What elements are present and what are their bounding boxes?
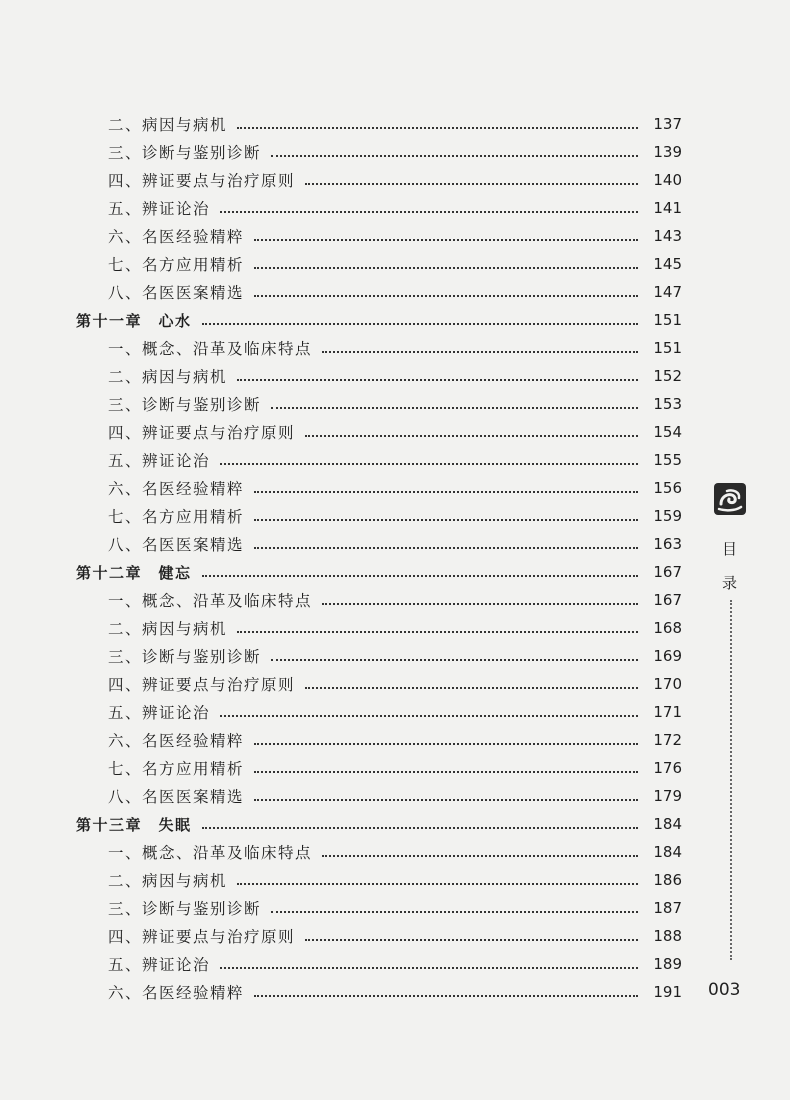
toc-entry-row bbox=[70, 754, 682, 782]
toc-entry-row bbox=[70, 250, 682, 278]
toc-entry-row bbox=[70, 474, 682, 502]
dot-leader bbox=[254, 799, 638, 801]
dot-leader bbox=[271, 155, 638, 157]
cloud-scroll-ornament-icon bbox=[713, 482, 747, 516]
dot-leader bbox=[254, 267, 638, 269]
toc-entry-title: 五、辨证论治 bbox=[108, 452, 211, 470]
toc-entry-title: 七、名方应用精析 bbox=[108, 508, 245, 526]
toc-entry-row bbox=[70, 726, 682, 754]
dot-leader bbox=[202, 323, 638, 325]
dot-leader bbox=[254, 771, 638, 773]
dot-leader bbox=[305, 183, 638, 185]
dot-leader bbox=[202, 575, 638, 577]
dot-leader bbox=[220, 967, 638, 969]
toc-entry-title: 第十三章 失眠 bbox=[76, 815, 192, 834]
toc-entry-row bbox=[70, 642, 682, 670]
toc-entry-row bbox=[70, 586, 682, 614]
toc-entry-title: 四、辨证要点与治疗原则 bbox=[108, 424, 296, 442]
margin-toc-char-1: 目 bbox=[722, 540, 738, 558]
toc-page-number: 189 bbox=[653, 955, 682, 973]
toc-page-number: 187 bbox=[653, 899, 682, 917]
toc-page-number: 141 bbox=[653, 199, 682, 217]
toc-entry-row bbox=[70, 894, 682, 922]
toc-entry-title: 四、辨证要点与治疗原则 bbox=[108, 676, 296, 694]
dot-leader bbox=[322, 855, 638, 857]
toc-page-number: 168 bbox=[653, 619, 682, 637]
toc-entry-row bbox=[70, 446, 682, 474]
toc-entry-title: 六、名医经验精粹 bbox=[108, 228, 245, 246]
toc-page-number: 137 bbox=[653, 115, 682, 133]
toc-page-number: 188 bbox=[653, 927, 682, 945]
dot-leader bbox=[254, 743, 638, 745]
toc-page-number: 171 bbox=[653, 703, 682, 721]
toc-entry-row bbox=[70, 670, 682, 698]
toc-entry-title: 一、概念、沿革及临床特点 bbox=[108, 592, 313, 610]
page-number: 003 bbox=[708, 980, 741, 1000]
toc-page-number: 169 bbox=[653, 647, 682, 665]
toc-entry-title: 二、病因与病机 bbox=[108, 368, 228, 386]
toc-page-number: 151 bbox=[653, 339, 682, 357]
toc-entry-title: 六、名医经验精粹 bbox=[108, 732, 245, 750]
dot-leader bbox=[237, 379, 638, 381]
toc-page-number: 153 bbox=[653, 395, 682, 413]
dot-leader bbox=[254, 547, 638, 549]
toc-entry-title: 八、名医医案精选 bbox=[108, 536, 245, 554]
toc-entry-row bbox=[70, 866, 682, 894]
dot-leader bbox=[305, 939, 638, 941]
toc-entry-row bbox=[70, 390, 682, 418]
toc-entry-row bbox=[70, 418, 682, 446]
toc-entry-title: 八、名医医案精选 bbox=[108, 788, 245, 806]
toc-entry-row bbox=[70, 838, 682, 866]
dot-leader bbox=[271, 911, 638, 913]
toc-entry-row bbox=[70, 922, 682, 950]
margin-dotted-line bbox=[730, 600, 732, 960]
toc-entry-row bbox=[70, 222, 682, 250]
toc-entry-title: 第十一章 心水 bbox=[76, 311, 192, 330]
toc-entry-row bbox=[70, 502, 682, 530]
toc-entry-row bbox=[70, 110, 682, 138]
dot-leader bbox=[254, 295, 638, 297]
table-of-contents bbox=[70, 110, 682, 1006]
toc-entry-title: 五、辨证论治 bbox=[108, 704, 211, 722]
dot-leader bbox=[254, 995, 638, 997]
toc-entry-row bbox=[70, 698, 682, 726]
toc-entry-row bbox=[70, 362, 682, 390]
toc-entry-row bbox=[70, 530, 682, 558]
dot-leader bbox=[305, 687, 638, 689]
toc-entry-row bbox=[70, 194, 682, 222]
toc-page-number: 191 bbox=[653, 983, 682, 1001]
toc-page-number: 176 bbox=[653, 759, 682, 777]
toc-entry-title: 五、辨证论治 bbox=[108, 956, 211, 974]
dot-leader bbox=[322, 603, 638, 605]
dot-leader bbox=[237, 127, 638, 129]
toc-page-number: 172 bbox=[653, 731, 682, 749]
toc-entry-title: 三、诊断与鉴别诊断 bbox=[108, 396, 262, 414]
toc-page-number: 140 bbox=[653, 171, 682, 189]
margin-toc-char-2: 录 bbox=[722, 574, 738, 592]
dot-leader bbox=[305, 435, 638, 437]
margin-column bbox=[705, 470, 765, 990]
toc-entry-title: 四、辨证要点与治疗原则 bbox=[108, 172, 296, 190]
dot-leader bbox=[322, 351, 638, 353]
toc-entry-title: 三、诊断与鉴别诊断 bbox=[108, 900, 262, 918]
dot-leader bbox=[220, 715, 638, 717]
toc-entry-title: 二、病因与病机 bbox=[108, 872, 228, 890]
dot-leader bbox=[254, 239, 638, 241]
toc-entry-title: 第十二章 健忘 bbox=[76, 563, 192, 582]
toc-page-number: 143 bbox=[653, 227, 682, 245]
toc-entry-title: 一、概念、沿革及临床特点 bbox=[108, 340, 313, 358]
dot-leader bbox=[254, 519, 638, 521]
toc-chapter-row bbox=[70, 306, 682, 334]
toc-entry-row bbox=[70, 782, 682, 810]
toc-entry-row bbox=[70, 138, 682, 166]
toc-chapter-row bbox=[70, 558, 682, 586]
toc-page-number: 145 bbox=[653, 255, 682, 273]
toc-entry-row bbox=[70, 978, 682, 1006]
toc-entry-title: 二、病因与病机 bbox=[108, 620, 228, 638]
toc-entry-title: 七、名方应用精析 bbox=[108, 760, 245, 778]
toc-entry-title: 一、概念、沿革及临床特点 bbox=[108, 844, 313, 862]
toc-entry-title: 七、名方应用精析 bbox=[108, 256, 245, 274]
dot-leader bbox=[271, 659, 638, 661]
toc-entry-title: 二、病因与病机 bbox=[108, 116, 228, 134]
toc-page-number: 184 bbox=[653, 815, 682, 833]
toc-entry-title: 八、名医医案精选 bbox=[108, 284, 245, 302]
toc-page-number: 151 bbox=[653, 311, 682, 329]
toc-page-number: 186 bbox=[653, 871, 682, 889]
toc-page-number: 163 bbox=[653, 535, 682, 553]
toc-page-number: 147 bbox=[653, 283, 682, 301]
toc-page-number: 152 bbox=[653, 367, 682, 385]
toc-page-number: 159 bbox=[653, 507, 682, 525]
toc-page-number: 139 bbox=[653, 143, 682, 161]
toc-page-number: 154 bbox=[653, 423, 682, 441]
toc-page-number: 184 bbox=[653, 843, 682, 861]
dot-leader bbox=[220, 211, 638, 213]
toc-chapter-row bbox=[70, 810, 682, 838]
toc-entry-title: 五、辨证论治 bbox=[108, 200, 211, 218]
toc-entry-title: 三、诊断与鉴别诊断 bbox=[108, 648, 262, 666]
toc-entry-row bbox=[70, 614, 682, 642]
toc-page-number: 155 bbox=[653, 451, 682, 469]
toc-entry-row bbox=[70, 950, 682, 978]
dot-leader bbox=[254, 491, 638, 493]
toc-page-number: 179 bbox=[653, 787, 682, 805]
toc-page-number: 170 bbox=[653, 675, 682, 693]
toc-entry-title: 四、辨证要点与治疗原则 bbox=[108, 928, 296, 946]
dot-leader bbox=[271, 407, 638, 409]
toc-page-number: 167 bbox=[653, 591, 682, 609]
toc-entry-title: 三、诊断与鉴别诊断 bbox=[108, 144, 262, 162]
toc-entry-title: 六、名医经验精粹 bbox=[108, 984, 245, 1002]
toc-entry-row bbox=[70, 278, 682, 306]
dot-leader bbox=[237, 631, 638, 633]
toc-entry-row bbox=[70, 166, 682, 194]
toc-entry-row bbox=[70, 334, 682, 362]
toc-page-number: 156 bbox=[653, 479, 682, 497]
dot-leader bbox=[237, 883, 638, 885]
toc-page-number: 167 bbox=[653, 563, 682, 581]
dot-leader bbox=[202, 827, 638, 829]
dot-leader bbox=[220, 463, 638, 465]
toc-entry-title: 六、名医经验精粹 bbox=[108, 480, 245, 498]
